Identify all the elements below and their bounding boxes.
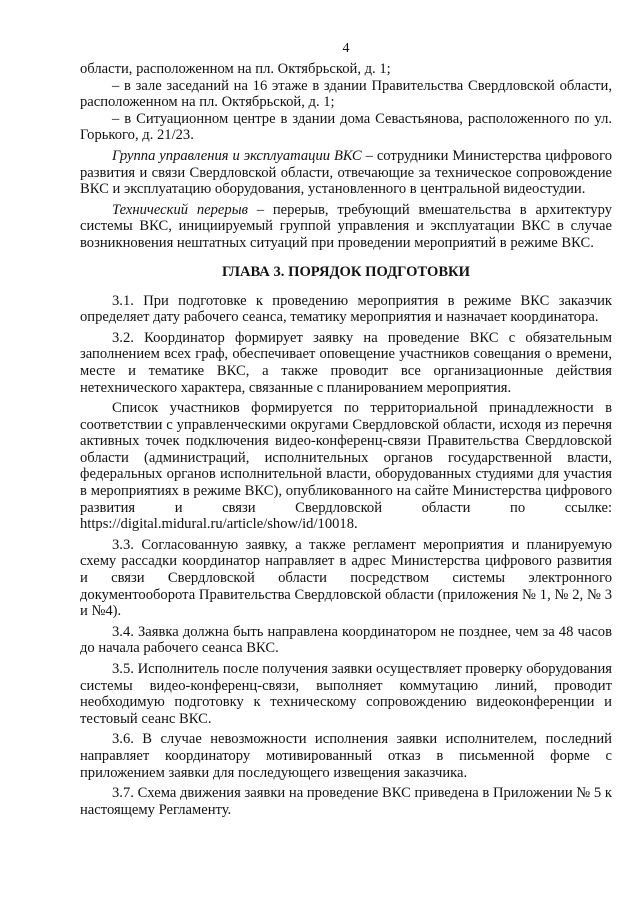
paragraph-3-2: 3.2. Координатор формирует заявку на проведение ВКС с обязательным заполнением всех граф, обеспечивает оповещение участников совещания о времени, месте и тематике ВКС, а также проводит все организационные действия нетехнического характера, связанные с планированием мероприятия.	[80, 329, 612, 396]
definition-group-term: Группа управления и эксплуатации ВКС	[112, 147, 362, 164]
paragraph-3-6: 3.6. В случае невозможности исполнения заявки исполнителем, последний направляет координатору мотивированный отказ в письменной форме с приложением заявки для последующего извещения заказчика.	[80, 731, 612, 781]
paragraph-3-1: 3.1. При подготовке к проведению мероприятия в режиме ВКС заказчик определяет дату рабочего сеанса, тематику мероприятия и назначает координатора.	[80, 292, 612, 326]
definition-technical-break	[80, 202, 612, 252]
definition-group-text: – сотрудники Министерства цифрового развития и связи Свердловской области, отвечающие за техническое сопровождение ВКС и эксплуатацию оборудования, установленного в центральной видеостудии.	[80, 147, 612, 198]
intro-line-continuation: области, расположенном на пл. Октябрьской, д. 1;	[80, 61, 391, 77]
document-page	[80, 40, 612, 818]
definition-group	[80, 148, 612, 198]
paragraph-3-7: 3.7. Схема движения заявки на проведение ВКС приведена в Приложении № 5 к настоящему Регламенту.	[80, 785, 612, 818]
chapter-title: ГЛАВА 3. ПОРЯДОК ПОДГОТОВКИ	[222, 263, 470, 280]
intro-item-situation-center: – в Ситуационном центре в здании дома Севастьянова, расположенного по ул. Горького, д. 21/23.	[80, 110, 612, 144]
paragraph-3-3: 3.3. Согласованную заявку, а также регламент мероприятия и планируемую схему рассадки координатор направляет в адрес Министерства цифрового развития и связи Свердловской области посредством системы электронного документооборота Правительства Свердловской области (приложения № 1, № 2, № 3 и №4).	[80, 536, 612, 620]
page-number: 4	[342, 41, 350, 56]
paragraph-3-5: 3.5. Исполнитель после получения заявки осуществляет проверку оборудования системы видео-конференц-связи, выполняет коммутацию линий, проводит необходимую подготовку к техническому сопровождению видеоконференции и тестовый сеанс ВКС.	[80, 661, 612, 727]
intro-item-meeting-hall: – в зале заседаний на 16 этаже в здании Правительства Свердловской области, расположенном на пл. Октябрьской, д. 1;	[80, 77, 612, 111]
paragraph-3-2-participants: Список участников формируется по территориальной принадлежности в соответствии с управленческими округами Свердловской области, исходя из перечня активных точек подключения видео-конференц-связи Правительства Свердловской области (администраций, исполнительных органов государственной власти, федеральных органов исполнительной власти, оборудованных студиями для участия в мероприятиях в режиме ВКС), опубликованного на сайте Министерства цифрового развития и связи Свердловской области по ссылке: https://digital.midural.ru/article/show/id/10018.	[80, 400, 612, 533]
definition-break-term: Технический перерыв	[112, 201, 248, 218]
definition-break-text: – перерыв, требующий вмешательства в архитектуру системы ВКС, инициируемый группой управления и эксплуатации ВКС в случае возникновения нештатных ситуаций при проведении мероприятий в режиме ВКС.	[80, 201, 612, 251]
paragraph-3-4: 3.4. Заявка должна быть направлена координатором не позднее, чем за 48 часов до начала рабочего сеанса ВКС.	[80, 623, 612, 657]
